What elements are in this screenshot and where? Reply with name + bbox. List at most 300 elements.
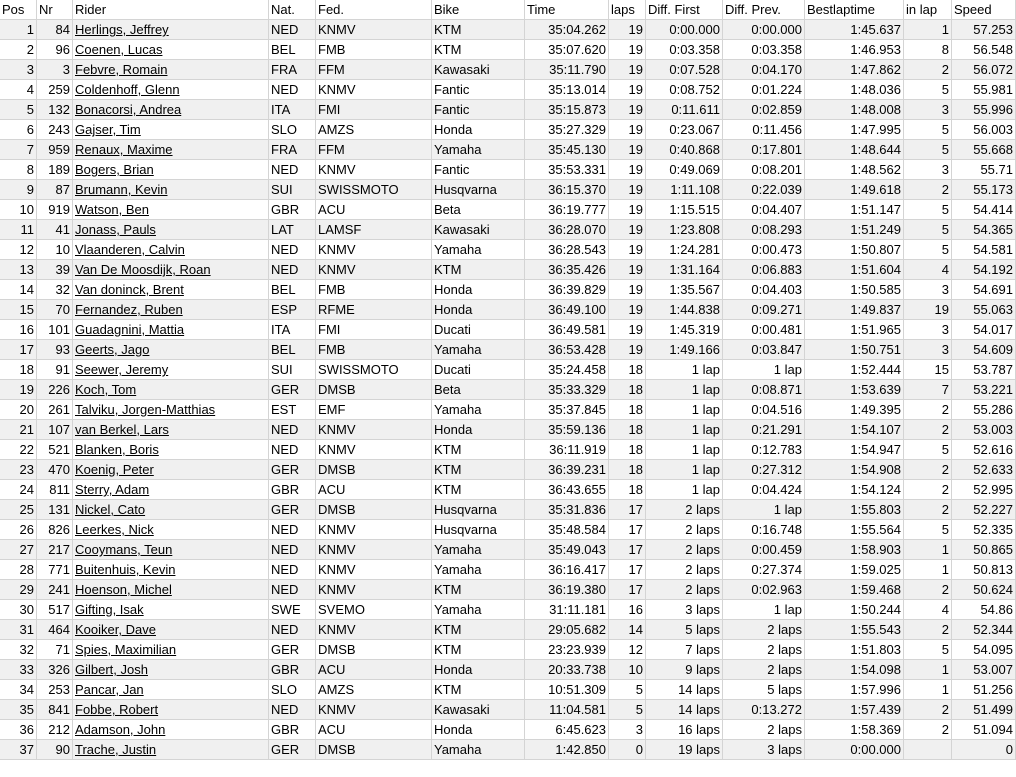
cell-time: 35:24.458 [525, 360, 609, 380]
cell-pos: 12 [0, 240, 37, 260]
rider-link[interactable]: Brumann, Kevin [75, 182, 168, 197]
cell-diff-prev: 3 laps [723, 740, 805, 760]
cell-nr: 517 [37, 600, 73, 620]
table-row [0, 440, 1016, 460]
cell-bike: KTM [432, 440, 525, 460]
rider-link[interactable]: Koch, Tom [75, 382, 137, 397]
table-row [0, 100, 1016, 120]
rider-link[interactable]: Herlings, Jeffrey [75, 22, 169, 37]
rider-link[interactable]: Renaux, Maxime [75, 142, 173, 157]
cell-fed: KNMV [316, 240, 432, 260]
column-header-bestlaptime: Bestlaptime [805, 0, 904, 20]
cell-diff-prev: 0:00.459 [723, 540, 805, 560]
cell-diff-first: 1:31.164 [646, 260, 723, 280]
cell-fed: KNMV [316, 620, 432, 640]
cell-in-lap: 5 [904, 120, 952, 140]
cell-time: 36:19.777 [525, 200, 609, 220]
cell-in-lap: 2 [904, 620, 952, 640]
rider-link[interactable]: Fobbe, Robert [75, 702, 159, 717]
cell-speed: 52.633 [952, 460, 1016, 480]
cell-in-lap: 2 [904, 500, 952, 520]
rider-link[interactable]: Bonacorsi, Andrea [75, 102, 182, 117]
cell-in-lap: 2 [904, 720, 952, 740]
cell-nat: NED [269, 240, 316, 260]
cell-nat: NED [269, 440, 316, 460]
cell-diff-prev: 0:00.473 [723, 240, 805, 260]
cell-time: 36:19.380 [525, 580, 609, 600]
cell-nat: SLO [269, 680, 316, 700]
rider-link[interactable]: Leerkes, Nick [75, 522, 154, 537]
cell-fed: DMSB [316, 380, 432, 400]
cell-diff-first: 0:07.528 [646, 60, 723, 80]
rider-link[interactable]: Blanken, Boris [75, 442, 159, 457]
cell-pos: 24 [0, 480, 37, 500]
table-row [0, 320, 1016, 340]
cell-nat: NED [269, 560, 316, 580]
cell-time: 36:39.231 [525, 460, 609, 480]
cell-in-lap: 3 [904, 340, 952, 360]
cell-diff-prev: 0:04.403 [723, 280, 805, 300]
cell-in-lap: 3 [904, 100, 952, 120]
cell-diff-prev: 1 lap [723, 500, 805, 520]
cell-diff-first: 2 laps [646, 520, 723, 540]
rider-link[interactable]: Spies, Maximilian [75, 642, 177, 657]
cell-fed: SWISSMOTO [316, 180, 432, 200]
cell-laps: 18 [609, 460, 646, 480]
cell-in-lap: 5 [904, 200, 952, 220]
cell-fed: KNMV [316, 700, 432, 720]
cell-diff-first: 1:45.319 [646, 320, 723, 340]
cell-laps: 17 [609, 520, 646, 540]
cell-diff-first: 14 laps [646, 680, 723, 700]
cell-bike: KTM [432, 680, 525, 700]
cell-nat: SUI [269, 180, 316, 200]
table-row [0, 540, 1016, 560]
cell-diff-prev: 0:09.271 [723, 300, 805, 320]
cell-diff-prev: 0:13.272 [723, 700, 805, 720]
column-header-nat: Nat. [269, 0, 316, 20]
cell-nr: 71 [37, 640, 73, 660]
rider-link[interactable]: Geerts, Jago [75, 342, 150, 357]
cell-nat: NED [269, 540, 316, 560]
cell-bestlaptime: 1:48.036 [805, 80, 904, 100]
table-row [0, 380, 1016, 400]
cell-fed: FMI [316, 320, 432, 340]
cell-diff-prev: 0:00.000 [723, 20, 805, 40]
cell-diff-first: 1 lap [646, 460, 723, 480]
table-row [0, 80, 1016, 100]
cell-diff-first: 19 laps [646, 740, 723, 760]
cell-bestlaptime: 1:59.468 [805, 580, 904, 600]
cell-pos: 3 [0, 60, 37, 80]
cell-diff-prev: 0:16.748 [723, 520, 805, 540]
cell-fed: RFME [316, 300, 432, 320]
cell-rider [73, 560, 269, 580]
cell-nr: 10 [37, 240, 73, 260]
cell-bike: Kawasaki [432, 700, 525, 720]
rider-link[interactable]: Gifting, Isak [75, 602, 144, 617]
cell-time: 35:31.836 [525, 500, 609, 520]
cell-bestlaptime: 1:49.837 [805, 300, 904, 320]
cell-nat: BEL [269, 40, 316, 60]
rider-link[interactable]: Adamson, John [75, 722, 166, 737]
cell-bestlaptime: 1:50.585 [805, 280, 904, 300]
cell-bestlaptime: 1:55.564 [805, 520, 904, 540]
cell-fed: FMB [316, 280, 432, 300]
cell-rider [73, 320, 269, 340]
cell-laps: 17 [609, 540, 646, 560]
rider-link[interactable]: Pancar, Jan [75, 682, 144, 697]
cell-rider [73, 660, 269, 680]
cell-nr: 811 [37, 480, 73, 500]
cell-laps: 19 [609, 160, 646, 180]
cell-speed: 57.253 [952, 20, 1016, 40]
cell-fed: KNMV [316, 580, 432, 600]
cell-diff-prev: 2 laps [723, 640, 805, 660]
cell-diff-first: 2 laps [646, 560, 723, 580]
rider-link[interactable]: Gajser, Tim [75, 122, 141, 137]
cell-diff-first: 14 laps [646, 700, 723, 720]
cell-time: 36:16.417 [525, 560, 609, 580]
cell-pos: 30 [0, 600, 37, 620]
cell-in-lap: 2 [904, 420, 952, 440]
table-row [0, 680, 1016, 700]
cell-nr: 87 [37, 180, 73, 200]
table-row [0, 460, 1016, 480]
cell-nr: 521 [37, 440, 73, 460]
table-row [0, 220, 1016, 240]
cell-speed: 54.095 [952, 640, 1016, 660]
cell-in-lap: 1 [904, 680, 952, 700]
cell-bike: Husqvarna [432, 180, 525, 200]
cell-nr: 84 [37, 20, 73, 40]
column-header-bike: Bike [432, 0, 525, 20]
cell-laps: 14 [609, 620, 646, 640]
cell-nat: NED [269, 620, 316, 640]
cell-diff-first: 9 laps [646, 660, 723, 680]
cell-diff-prev: 0:03.847 [723, 340, 805, 360]
cell-pos: 19 [0, 380, 37, 400]
cell-laps: 17 [609, 560, 646, 580]
cell-fed: DMSB [316, 500, 432, 520]
cell-diff-prev: 1 lap [723, 360, 805, 380]
cell-diff-prev: 0:17.801 [723, 140, 805, 160]
cell-nr: 243 [37, 120, 73, 140]
cell-bestlaptime: 1:55.803 [805, 500, 904, 520]
rider-link[interactable]: Sterry, Adam [75, 482, 150, 497]
cell-in-lap: 7 [904, 380, 952, 400]
table-row [0, 120, 1016, 140]
cell-nr: 101 [37, 320, 73, 340]
table-row [0, 740, 1016, 760]
cell-diff-prev: 2 laps [723, 660, 805, 680]
cell-laps: 19 [609, 60, 646, 80]
cell-rider [73, 120, 269, 140]
cell-speed: 55.668 [952, 140, 1016, 160]
cell-nat: GBR [269, 720, 316, 740]
cell-fed: DMSB [316, 740, 432, 760]
cell-bike: Beta [432, 380, 525, 400]
cell-diff-first: 1:11.108 [646, 180, 723, 200]
cell-in-lap: 2 [904, 460, 952, 480]
table-row [0, 480, 1016, 500]
cell-fed: KNMV [316, 560, 432, 580]
cell-diff-prev: 0:27.374 [723, 560, 805, 580]
cell-speed: 55.71 [952, 160, 1016, 180]
cell-laps: 5 [609, 700, 646, 720]
cell-bike: Kawasaki [432, 220, 525, 240]
cell-in-lap: 4 [904, 260, 952, 280]
cell-speed: 50.865 [952, 540, 1016, 560]
cell-nat: EST [269, 400, 316, 420]
cell-rider [73, 740, 269, 760]
cell-laps: 19 [609, 80, 646, 100]
cell-speed: 55.981 [952, 80, 1016, 100]
rider-link[interactable]: Coenen, Lucas [75, 42, 163, 57]
cell-rider [73, 480, 269, 500]
cell-time: 35:04.262 [525, 20, 609, 40]
cell-time: 36:11.919 [525, 440, 609, 460]
cell-bestlaptime: 1:51.803 [805, 640, 904, 660]
rider-link[interactable]: Cooymans, Teun [75, 542, 173, 557]
cell-diff-prev: 0:08.871 [723, 380, 805, 400]
cell-time: 36:49.581 [525, 320, 609, 340]
cell-diff-prev: 0:01.224 [723, 80, 805, 100]
cell-rider [73, 20, 269, 40]
cell-time: 35:07.620 [525, 40, 609, 60]
cell-nr: 91 [37, 360, 73, 380]
cell-bestlaptime: 1:48.008 [805, 100, 904, 120]
cell-bike: Fantic [432, 80, 525, 100]
cell-bestlaptime: 1:58.903 [805, 540, 904, 560]
rider-link[interactable]: Coldenhoff, Glenn [75, 82, 180, 97]
cell-diff-prev: 2 laps [723, 720, 805, 740]
column-header-in-lap: in lap [904, 0, 952, 20]
cell-pos: 34 [0, 680, 37, 700]
cell-rider [73, 260, 269, 280]
cell-bestlaptime: 1:55.543 [805, 620, 904, 640]
cell-nat: NED [269, 580, 316, 600]
cell-laps: 19 [609, 100, 646, 120]
cell-nat: NED [269, 260, 316, 280]
cell-speed: 55.063 [952, 300, 1016, 320]
cell-diff-prev: 2 laps [723, 620, 805, 640]
rider-link[interactable]: Jonass, Pauls [75, 222, 156, 237]
cell-diff-prev: 0:04.424 [723, 480, 805, 500]
cell-nr: 226 [37, 380, 73, 400]
cell-laps: 19 [609, 120, 646, 140]
cell-in-lap: 3 [904, 320, 952, 340]
cell-nat: NED [269, 20, 316, 40]
cell-bestlaptime: 1:50.751 [805, 340, 904, 360]
cell-nat: BEL [269, 340, 316, 360]
column-header-nr: Nr [37, 0, 73, 20]
rider-link[interactable]: Trache, Justin [75, 742, 157, 757]
cell-bike: Husqvarna [432, 500, 525, 520]
rider-link[interactable]: van Berkel, Lars [75, 422, 169, 437]
cell-fed: KNMV [316, 540, 432, 560]
rider-link[interactable]: Vlaanderen, Calvin [75, 242, 185, 257]
cell-rider [73, 180, 269, 200]
cell-in-lap: 1 [904, 660, 952, 680]
cell-nat: NED [269, 700, 316, 720]
cell-diff-first: 7 laps [646, 640, 723, 660]
cell-laps: 16 [609, 600, 646, 620]
rider-link[interactable]: Van De Moosdijk, Roan [75, 262, 211, 277]
rider-link[interactable]: Hoenson, Michel [75, 582, 172, 597]
cell-rider [73, 220, 269, 240]
rider-link[interactable]: Bogers, Brian [75, 162, 154, 177]
cell-time: 35:49.043 [525, 540, 609, 560]
rider-link[interactable]: Buitenhuis, Kevin [75, 562, 176, 577]
cell-bestlaptime: 1:49.395 [805, 400, 904, 420]
cell-nat: GER [269, 740, 316, 760]
cell-speed: 56.003 [952, 120, 1016, 140]
cell-nr: 32 [37, 280, 73, 300]
cell-diff-first: 1 lap [646, 360, 723, 380]
cell-bestlaptime: 1:51.147 [805, 200, 904, 220]
cell-nat: NED [269, 420, 316, 440]
cell-pos: 26 [0, 520, 37, 540]
cell-diff-first: 0:11.611 [646, 100, 723, 120]
rider-link[interactable]: Guadagnini, Mattia [75, 322, 185, 337]
cell-time: 35:27.329 [525, 120, 609, 140]
cell-diff-prev: 1 lap [723, 600, 805, 620]
cell-rider [73, 80, 269, 100]
cell-time: 35:13.014 [525, 80, 609, 100]
cell-diff-prev: 0:04.516 [723, 400, 805, 420]
column-header-time: Time [525, 0, 609, 20]
cell-time: 35:45.130 [525, 140, 609, 160]
cell-nr: 70 [37, 300, 73, 320]
cell-laps: 19 [609, 260, 646, 280]
cell-bike: KTM [432, 620, 525, 640]
rider-link[interactable]: Van doninck, Brent [75, 282, 184, 297]
cell-in-lap [904, 740, 952, 760]
cell-nat: GER [269, 380, 316, 400]
cell-speed: 51.256 [952, 680, 1016, 700]
cell-fed: KNMV [316, 80, 432, 100]
cell-diff-first: 1 lap [646, 480, 723, 500]
cell-speed: 52.616 [952, 440, 1016, 460]
cell-time: 35:15.873 [525, 100, 609, 120]
cell-bike: Yamaha [432, 740, 525, 760]
cell-nat: GBR [269, 660, 316, 680]
cell-bike: Honda [432, 300, 525, 320]
rider-link[interactable]: Watson, Ben [75, 202, 149, 217]
cell-speed: 55.286 [952, 400, 1016, 420]
cell-nr: 41 [37, 220, 73, 240]
cell-diff-first: 2 laps [646, 540, 723, 560]
column-header-diff-first: Diff. First [646, 0, 723, 20]
rider-link[interactable]: Talviku, Jorgen-Matthias [75, 402, 216, 417]
cell-diff-first: 1:44.838 [646, 300, 723, 320]
cell-bestlaptime: 1:52.444 [805, 360, 904, 380]
rider-link[interactable]: Kooiker, Dave [75, 622, 156, 637]
cell-diff-first: 1:15.515 [646, 200, 723, 220]
cell-bestlaptime: 1:59.025 [805, 560, 904, 580]
rider-link[interactable]: Febvre, Romain [75, 62, 168, 77]
results-header [0, 0, 1016, 20]
cell-speed: 52.227 [952, 500, 1016, 520]
cell-bike: KTM [432, 480, 525, 500]
cell-in-lap: 4 [904, 600, 952, 620]
cell-bestlaptime: 1:45.637 [805, 20, 904, 40]
cell-laps: 17 [609, 580, 646, 600]
cell-bike: KTM [432, 580, 525, 600]
cell-nat: NED [269, 520, 316, 540]
rider-link[interactable]: Koenig, Peter [75, 462, 154, 477]
cell-in-lap: 5 [904, 640, 952, 660]
cell-rider [73, 460, 269, 480]
cell-laps: 19 [609, 200, 646, 220]
cell-pos: 36 [0, 720, 37, 740]
cell-speed: 52.995 [952, 480, 1016, 500]
cell-nat: ITA [269, 100, 316, 120]
cell-time: 36:28.543 [525, 240, 609, 260]
cell-nat: LAT [269, 220, 316, 240]
cell-diff-prev: 0:03.358 [723, 40, 805, 60]
cell-time: 6:45.623 [525, 720, 609, 740]
cell-in-lap: 5 [904, 80, 952, 100]
cell-diff-prev: 0:06.883 [723, 260, 805, 280]
cell-nat: GBR [269, 480, 316, 500]
rider-link[interactable]: Nickel, Cato [75, 502, 146, 517]
cell-laps: 18 [609, 480, 646, 500]
cell-fed: SWISSMOTO [316, 360, 432, 380]
cell-rider [73, 520, 269, 540]
cell-diff-first: 1:23.808 [646, 220, 723, 240]
cell-fed: KNMV [316, 20, 432, 40]
cell-pos: 14 [0, 280, 37, 300]
cell-nat: FRA [269, 60, 316, 80]
rider-link[interactable]: Seewer, Jeremy [75, 362, 169, 377]
cell-pos: 20 [0, 400, 37, 420]
cell-nr: 107 [37, 420, 73, 440]
cell-pos: 22 [0, 440, 37, 460]
cell-diff-prev: 0:02.963 [723, 580, 805, 600]
cell-speed: 54.86 [952, 600, 1016, 620]
cell-nr: 132 [37, 100, 73, 120]
cell-nr: 261 [37, 400, 73, 420]
cell-rider [73, 700, 269, 720]
cell-diff-first: 1:49.166 [646, 340, 723, 360]
cell-fed: DMSB [316, 640, 432, 660]
cell-rider [73, 160, 269, 180]
cell-diff-first: 16 laps [646, 720, 723, 740]
cell-time: 35:48.584 [525, 520, 609, 540]
cell-pos: 27 [0, 540, 37, 560]
cell-rider [73, 280, 269, 300]
cell-laps: 10 [609, 660, 646, 680]
cell-diff-prev: 0:04.407 [723, 200, 805, 220]
rider-link[interactable]: Gilbert, Josh [75, 662, 148, 677]
cell-pos: 23 [0, 460, 37, 480]
cell-time: 36:35.426 [525, 260, 609, 280]
cell-laps: 0 [609, 740, 646, 760]
cell-pos: 29 [0, 580, 37, 600]
cell-diff-first: 1:35.567 [646, 280, 723, 300]
cell-diff-first: 0:00.000 [646, 20, 723, 40]
cell-fed: FMB [316, 340, 432, 360]
cell-fed: KNMV [316, 260, 432, 280]
cell-pos: 2 [0, 40, 37, 60]
rider-link[interactable]: Fernandez, Ruben [75, 302, 183, 317]
cell-rider [73, 360, 269, 380]
cell-speed: 55.996 [952, 100, 1016, 120]
table-row [0, 660, 1016, 680]
cell-bike: Yamaha [432, 540, 525, 560]
